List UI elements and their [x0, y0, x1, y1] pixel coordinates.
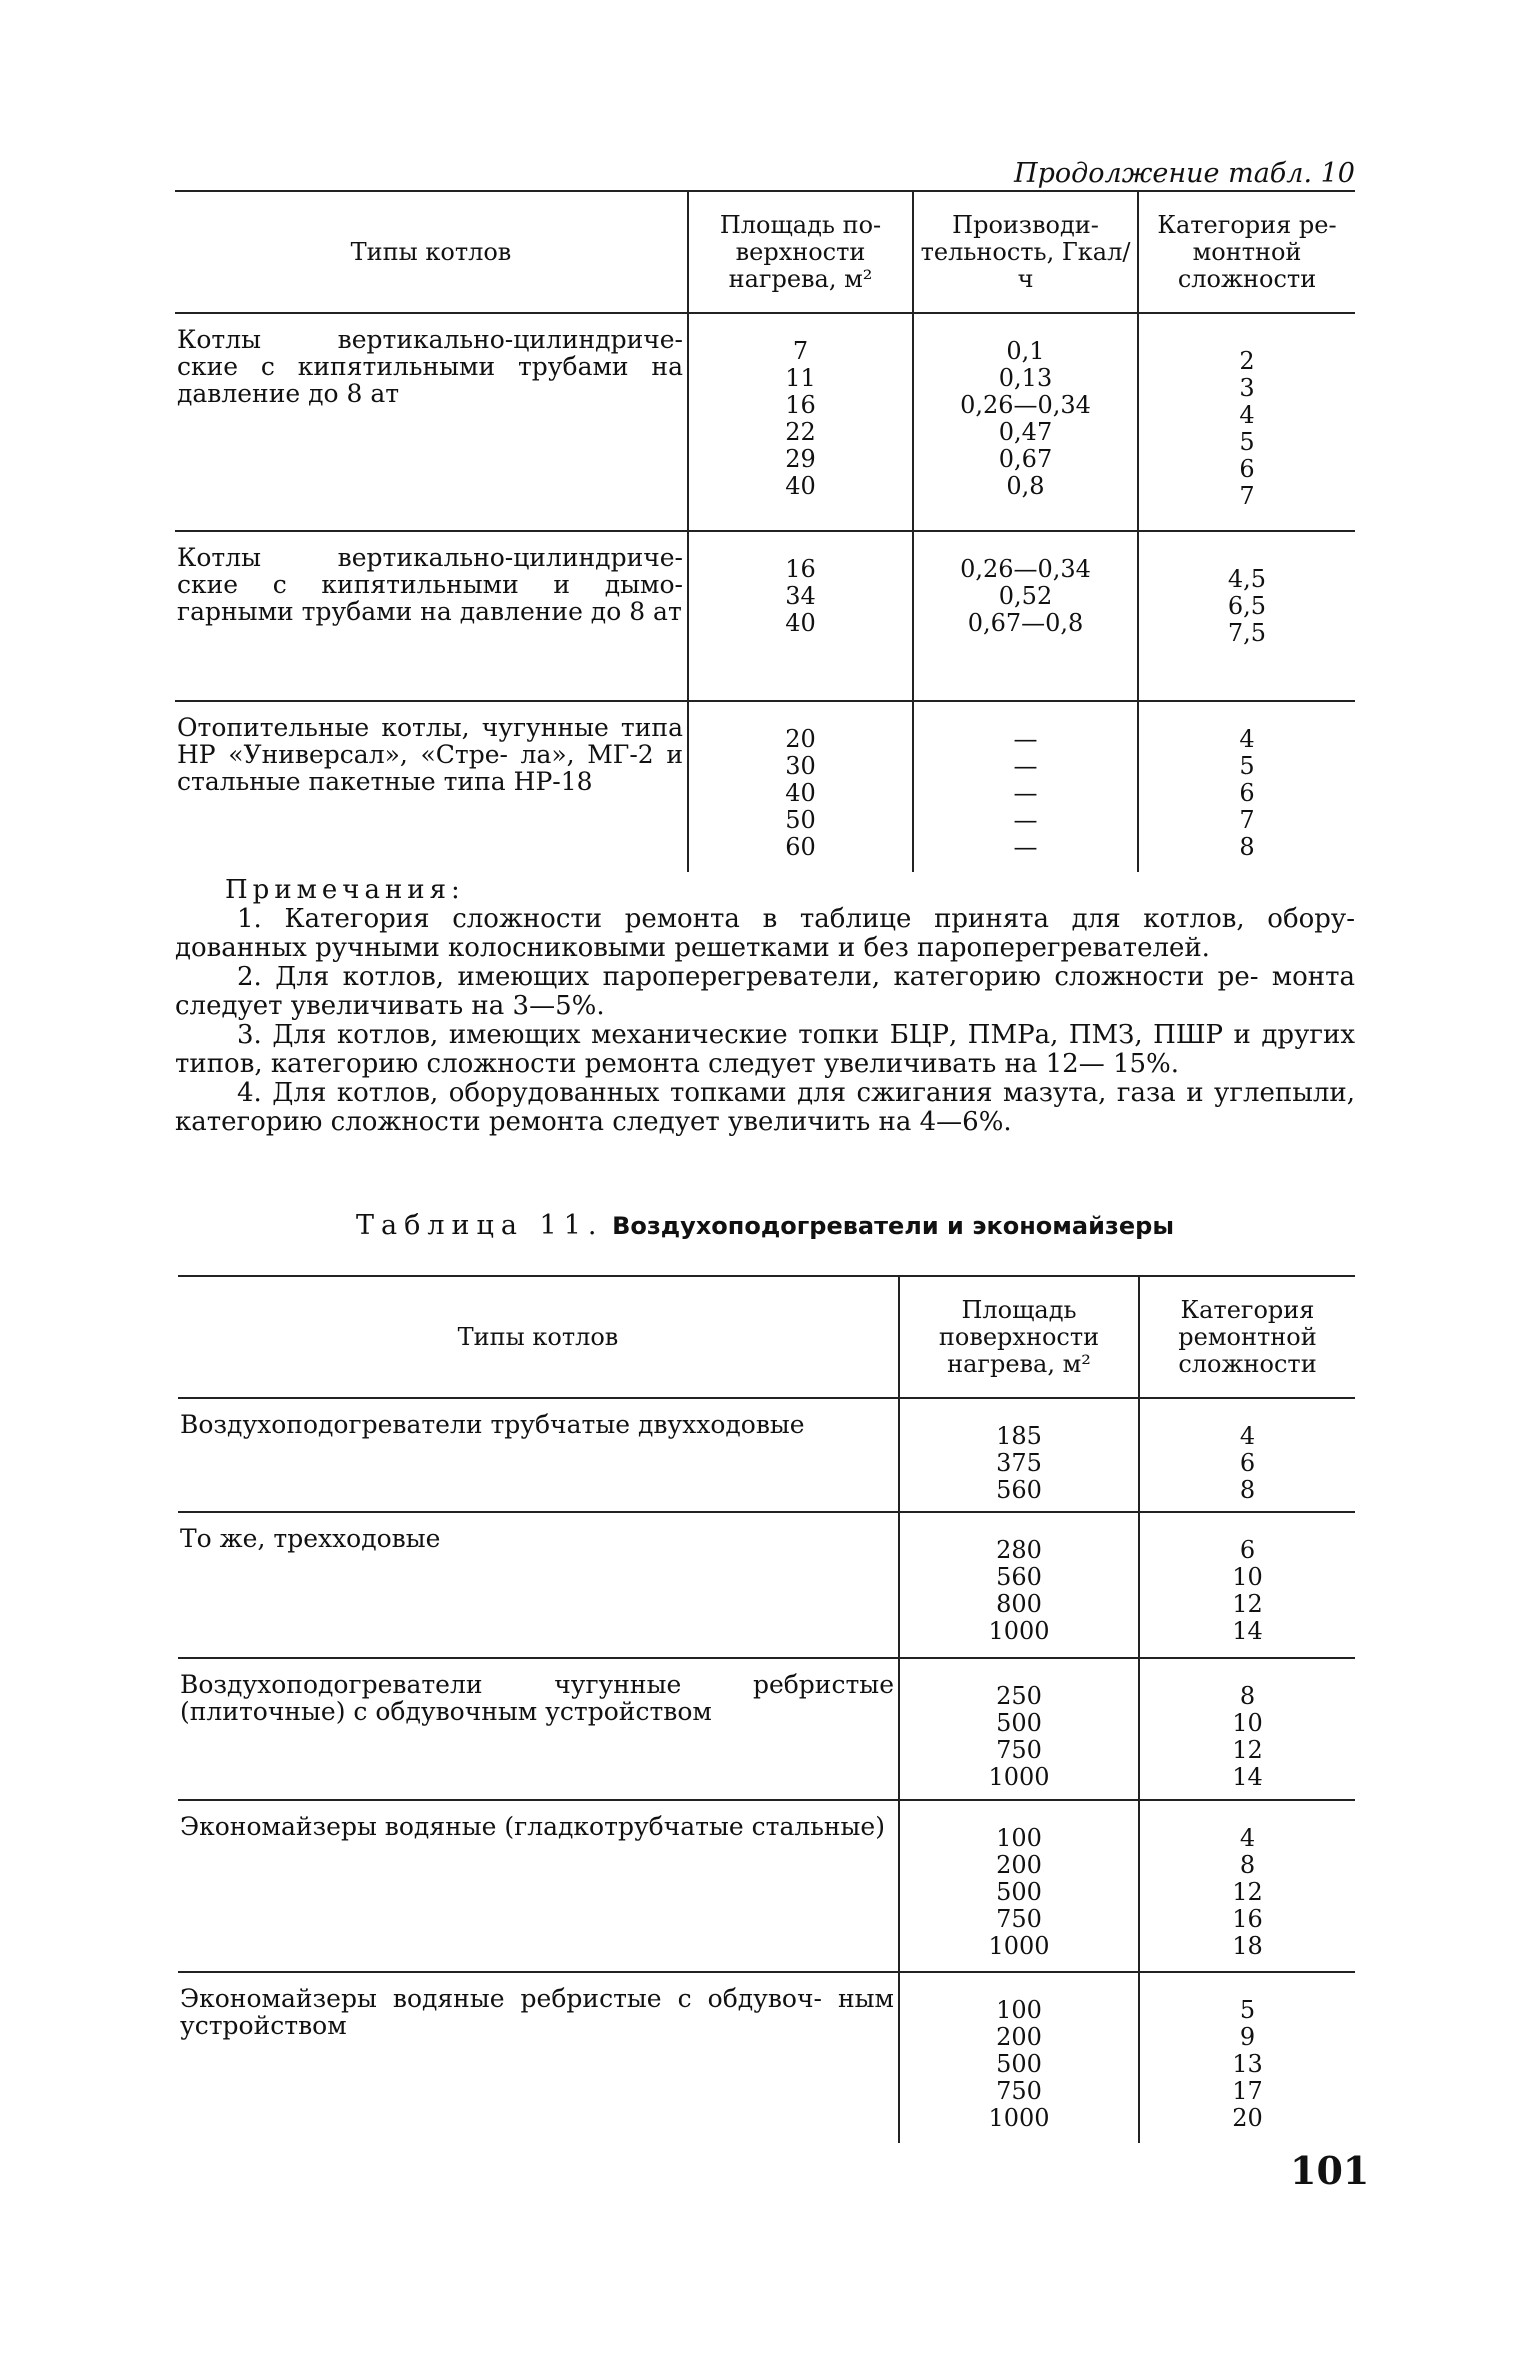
cell-value: 12 [1232, 1590, 1263, 1618]
cell-value: 16 [785, 391, 816, 419]
cell-value: 18 [1232, 1932, 1263, 1960]
cell-value: 7 [1239, 482, 1255, 510]
header-boiler-types: Типы котлов [457, 1322, 619, 1351]
cell-value: 4,5 [1227, 565, 1267, 593]
cell-value: 500 [996, 1878, 1042, 1906]
note-item: 2. Для котлов, имеющих пароперегреватели, категорию сложности ре- монта следует увеличивать на 3—5%. [175, 962, 1355, 1021]
cell-value: 20 [1232, 2104, 1263, 2132]
cell-value: 0,52 [998, 582, 1053, 610]
cell-value: 8 [1239, 833, 1255, 861]
cell-value: 16 [1232, 1905, 1263, 1933]
cell-value: — [1013, 806, 1038, 834]
cell-value: 12 [1232, 1878, 1263, 1906]
table-row [175, 702, 1355, 872]
table-row [178, 1513, 1355, 1657]
cell-value: 750 [996, 1736, 1042, 1764]
cell-value: 200 [996, 2023, 1042, 2051]
cell-value: 9 [1239, 2023, 1256, 2051]
cell-value: 14 [1232, 1763, 1263, 1791]
row-type: Экономайзеры водяные ребристые с обдувоч- ным устройством [180, 1984, 894, 2040]
header-capacity: Производи- тельность, Гкал/ч [912, 192, 1137, 312]
row-area-values [898, 1973, 1138, 2143]
cell-value: 30 [785, 752, 816, 780]
cell-value: 6 [1239, 779, 1255, 807]
table-11-caption [175, 1210, 1355, 1241]
row-category-values [1137, 532, 1355, 700]
cell-value: 1000 [988, 1763, 1050, 1791]
cell-value: 200 [996, 1851, 1042, 1879]
cell-value: 560 [996, 1563, 1042, 1591]
cell-value: 500 [996, 1709, 1042, 1737]
table-11 [178, 1275, 1355, 2143]
cell-value: 750 [996, 1905, 1042, 1933]
row-category-values [1137, 314, 1355, 530]
cell-value: 14 [1232, 1617, 1263, 1645]
note-item: 1. Категория сложности ремонта в таблице принята для котлов, обору- дованных ручными колосниковыми решетками и без пароперегревателей. [175, 904, 1355, 963]
cell-value: 34 [785, 582, 816, 610]
cell-value: 16 [785, 555, 816, 583]
cell-value: 8 [1239, 1476, 1256, 1504]
cell-value: 1000 [988, 2104, 1050, 2132]
row-category-values [1138, 1973, 1355, 2143]
notes-section [175, 876, 1355, 1137]
cell-value: 20 [785, 725, 816, 753]
cell-value: 100 [996, 1996, 1042, 2024]
row-boiler-type: Отопительные котлы, чугунные типа НР «Универсал», «Стре- ла», МГ-2 и стальные пакетные типа НР-18 [177, 713, 683, 796]
cell-value: 2 [1239, 347, 1255, 375]
row-area-values [687, 314, 912, 530]
header-boiler-types: Типы котлов [350, 237, 512, 266]
cell-value: 0,8 [1006, 472, 1045, 500]
header-heating-area: Площадь по- верхности нагрева, м² [687, 192, 912, 312]
header-heating-area: Площадь поверхности нагрева, м² [898, 1277, 1138, 1397]
row-area-values [687, 532, 912, 700]
header-repair-category: Категория ремонтной сложности [1138, 1277, 1355, 1397]
cell-value: 17 [1232, 2077, 1263, 2105]
cell-value: 6 [1239, 1449, 1256, 1477]
note-item: 4. Для котлов, оборудованных топками для сжигания мазута, газа и углепыли, категорию сложности ремонта следует увеличить на 4—6%. [175, 1078, 1355, 1137]
cell-value: 0,1 [1006, 337, 1045, 365]
cell-value: 4 [1239, 725, 1255, 753]
cell-value: 7 [792, 337, 809, 365]
table-11-label: Таблица 11. [355, 1210, 604, 1241]
header-repair-category: Категория ре- монтной сложности [1137, 192, 1355, 312]
cell-value: 6 [1239, 1536, 1256, 1564]
cell-value: 1000 [988, 1617, 1050, 1645]
table-row [178, 1801, 1355, 1971]
cell-value: 40 [785, 472, 816, 500]
cell-value: 40 [785, 779, 816, 807]
cell-value: 7 [1239, 806, 1255, 834]
table-continuation-label: Продолжение табл. 10 [1014, 158, 1355, 189]
cell-value: 11 [785, 364, 816, 392]
row-area-values [687, 702, 912, 872]
cell-value: 10 [1232, 1709, 1263, 1737]
row-category-values [1138, 1513, 1355, 1657]
table-row [178, 1659, 1355, 1799]
cell-value: 800 [996, 1590, 1042, 1618]
cell-value: 0,26—0,34 [960, 391, 1091, 419]
row-area-values [898, 1399, 1138, 1511]
row-area-values [898, 1801, 1138, 1971]
cell-value: 40 [785, 609, 816, 637]
cell-value: 100 [996, 1824, 1042, 1852]
table-row [178, 1399, 1355, 1511]
cell-value: — [1013, 779, 1038, 807]
cell-value: 0,13 [998, 364, 1053, 392]
cell-value: 1000 [988, 1932, 1050, 1960]
cell-value: 280 [996, 1536, 1042, 1564]
cell-value: 0,67—0,8 [967, 609, 1084, 637]
cell-value: 560 [996, 1476, 1042, 1504]
table-row [175, 314, 1355, 530]
cell-value: — [1013, 752, 1038, 780]
cell-value: 22 [785, 418, 816, 446]
cell-value: 13 [1232, 2050, 1263, 2078]
cell-value: 5 [1239, 428, 1255, 456]
row-capacity-values [912, 314, 1137, 530]
cell-value: 4 [1239, 1422, 1256, 1450]
cell-value: 500 [996, 2050, 1042, 2078]
table-row [178, 1973, 1355, 2143]
cell-value: 6,5 [1227, 592, 1267, 620]
row-area-values [898, 1513, 1138, 1657]
cell-value: 12 [1232, 1736, 1263, 1764]
row-type: Экономайзеры водяные (гладкотрубчатые стальные) [180, 1812, 885, 1841]
table-row [175, 532, 1355, 700]
row-type: Воздухоподогреватели трубчатые двухходовые [180, 1410, 805, 1439]
row-capacity-values [912, 532, 1137, 700]
table-10 [175, 190, 1355, 872]
cell-value: 750 [996, 2077, 1042, 2105]
cell-value: 4 [1239, 1824, 1256, 1852]
cell-value: 10 [1232, 1563, 1263, 1591]
cell-value: 50 [785, 806, 816, 834]
row-boiler-type: Котлы вертикально-цилиндриче- ские с кипятильными и дымо- гарными трубами на давление до 8 ат [177, 543, 683, 626]
row-category-values [1138, 1659, 1355, 1799]
cell-value: 0,26—0,34 [960, 555, 1091, 583]
cell-value: 8 [1239, 1851, 1256, 1879]
row-type: Воздухоподогреватели чугунные ребристые (плиточные) с обдувочным устройством [180, 1670, 894, 1726]
row-area-values [898, 1659, 1138, 1799]
cell-value: 3 [1239, 374, 1255, 402]
cell-value: 7,5 [1227, 619, 1267, 647]
cell-value: 0,67 [998, 445, 1053, 473]
row-boiler-type: Котлы вертикально-цилиндриче- ские с кипятильными трубами на давление до 8 ат [177, 325, 683, 408]
cell-value: 8 [1239, 1682, 1256, 1710]
page-number: 101 [1290, 2148, 1370, 2193]
cell-value: — [1013, 725, 1038, 753]
row-type: То же, трехходовые [180, 1524, 441, 1553]
cell-value: 4 [1239, 401, 1255, 429]
notes-title: Примечания: [225, 875, 465, 905]
cell-value: 60 [785, 833, 816, 861]
table-header [178, 1277, 1355, 1397]
row-category-values [1137, 702, 1355, 872]
cell-value: 375 [996, 1449, 1042, 1477]
cell-value: — [1013, 833, 1038, 861]
cell-value: 29 [785, 445, 816, 473]
table-11-title: Воздухоподогреватели и экономайзеры [612, 1212, 1175, 1240]
cell-value: 0,47 [998, 418, 1053, 446]
row-category-values [1138, 1801, 1355, 1971]
cell-value: 5 [1239, 752, 1255, 780]
cell-value: 5 [1239, 1996, 1256, 2024]
note-item: 3. Для котлов, имеющих механические топки БЦР, ПМРа, ПМЗ, ПШР и других типов, категорию сложности ремонта следует увеличивать на 12— 15%. [175, 1020, 1355, 1079]
cell-value: 250 [996, 1682, 1042, 1710]
table-header [175, 192, 1355, 312]
cell-value: 6 [1239, 455, 1255, 483]
row-category-values [1138, 1399, 1355, 1511]
row-capacity-values [912, 702, 1137, 872]
cell-value: 185 [996, 1422, 1042, 1450]
